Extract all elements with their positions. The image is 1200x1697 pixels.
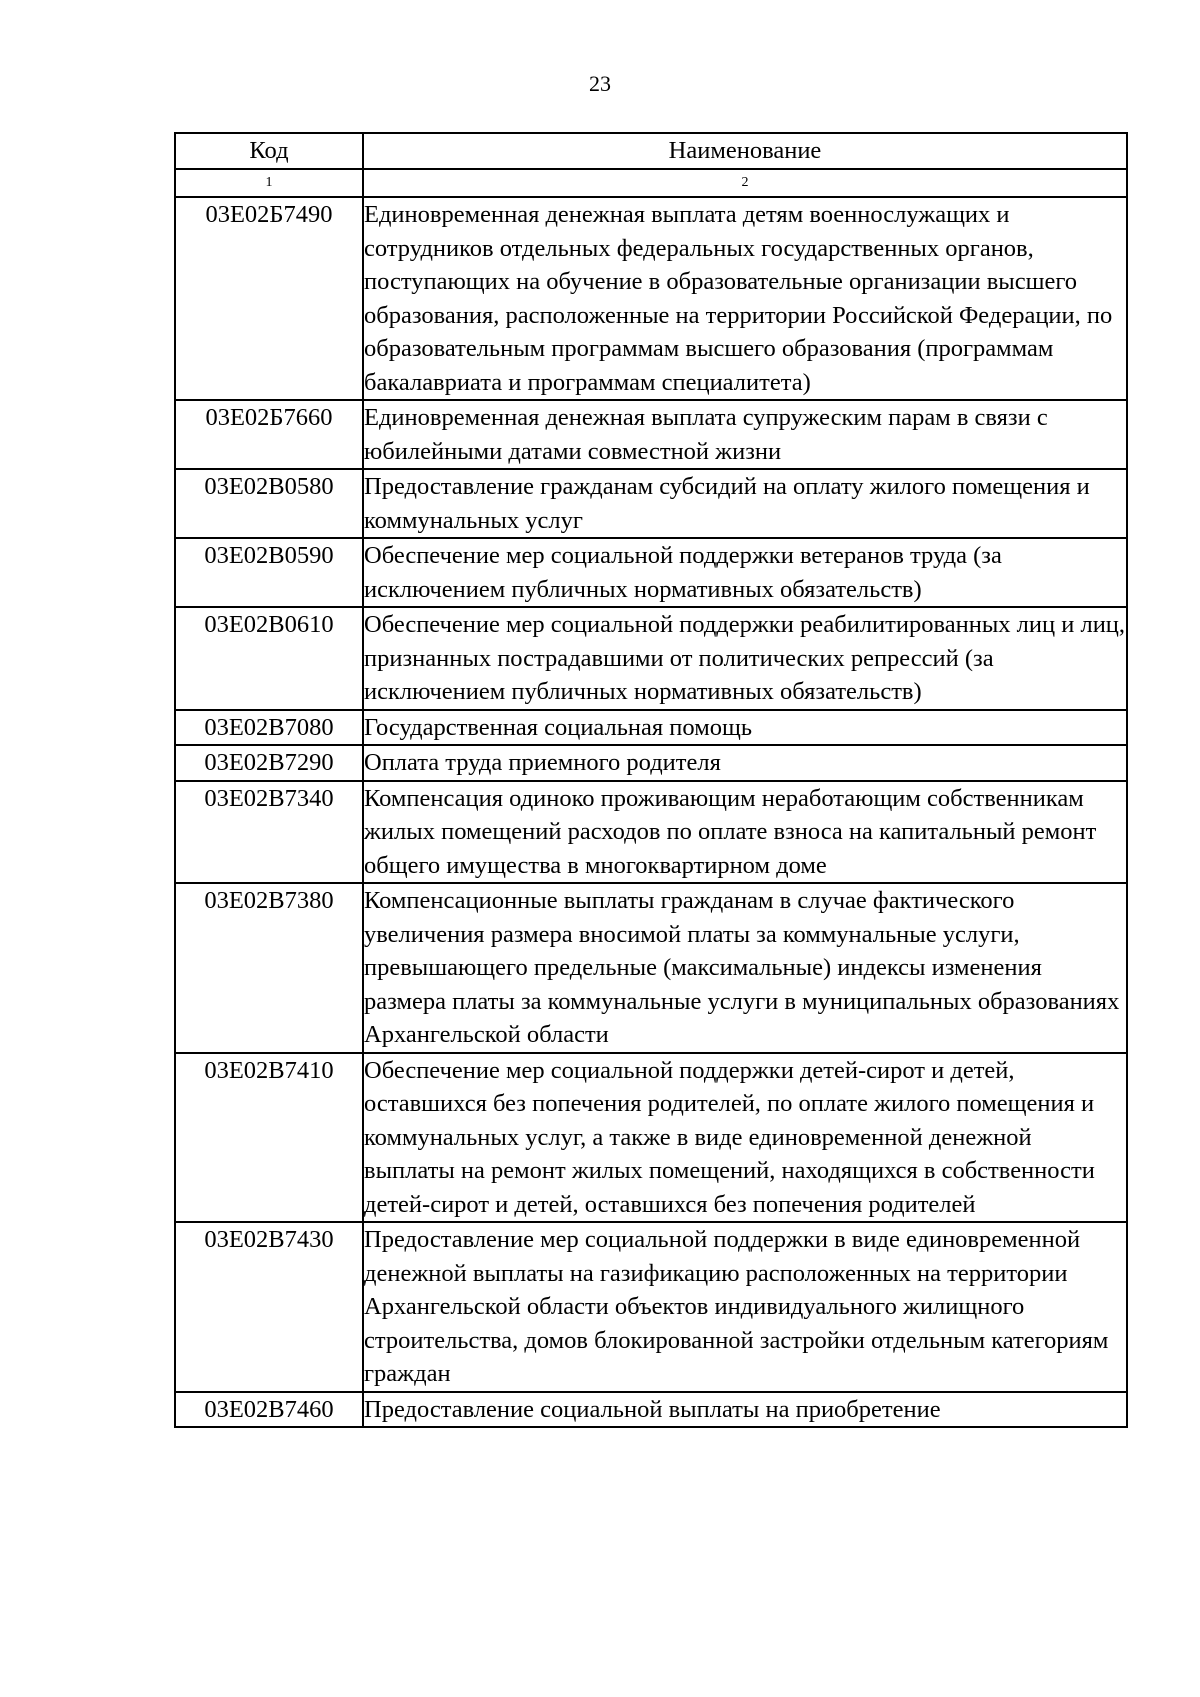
table-row bbox=[175, 538, 1127, 607]
table-row bbox=[175, 781, 1127, 884]
table-header-row bbox=[175, 133, 1127, 169]
row-code: 03Е02В7430 bbox=[175, 1222, 363, 1392]
row-name: Обеспечение мер социальной поддержки реабилитированных лиц и лиц, признанных пострадавшими от политических репрессий (за исключением публичных нормативных обязательств) bbox=[363, 607, 1127, 710]
row-name: Единовременная денежная выплата детям военнослужащих и сотрудников отдельных федеральных государственных органов, поступающих на обучение в образовательные организации высшего образования, расположенные на территории Российской Федерации, по образовательным программам высшего образования (программам бакалавриата и программам специалитета) bbox=[363, 197, 1127, 400]
table-row bbox=[175, 1392, 1127, 1428]
column-number-name: 2 bbox=[363, 169, 1127, 197]
table-row bbox=[175, 745, 1127, 781]
row-name: Предоставление гражданам субсидий на оплату жилого помещения и коммунальных услуг bbox=[363, 469, 1127, 538]
column-numbering-row bbox=[175, 169, 1127, 197]
row-name: Предоставление социальной выплаты на приобретение bbox=[363, 1392, 1127, 1428]
row-name: Компенсация одиноко проживающим неработающим собственникам жилых помещений расходов по оплате взноса на капитальный ремонт общего имущества в многоквартирном доме bbox=[363, 781, 1127, 884]
row-name: Предоставление мер социальной поддержки в виде единовременной денежной выплаты на газификацию расположенных на территории Архангельской области объектов индивидуального жилищного строительства, домов блокированной застройки отдельным категориям граждан bbox=[363, 1222, 1127, 1392]
table-row bbox=[175, 1222, 1127, 1392]
row-code: 03Е02Б7490 bbox=[175, 197, 363, 400]
row-code: 03Е02В7460 bbox=[175, 1392, 363, 1428]
row-code: 03Е02В7290 bbox=[175, 745, 363, 781]
row-code: 03Е02В7340 bbox=[175, 781, 363, 884]
row-code: 03Е02В0580 bbox=[175, 469, 363, 538]
row-code: 03Е02Б7660 bbox=[175, 400, 363, 469]
header-name: Наименование bbox=[363, 133, 1127, 169]
row-name: Оплата труда приемного родителя bbox=[363, 745, 1127, 781]
row-code: 03Е02В0590 bbox=[175, 538, 363, 607]
row-name: Государственная социальная помощь bbox=[363, 710, 1127, 746]
row-name: Обеспечение мер социальной поддержки ветеранов труда (за исключением публичных нормативных обязательств) bbox=[363, 538, 1127, 607]
row-name: Компенсационные выплаты гражданам в случае фактического увеличения размера вносимой платы за коммунальные услуги, превышающего предельные (максимальные) индексы изменения размера платы за коммунальные услуги в муниципальных образованиях Архангельской области bbox=[363, 883, 1127, 1053]
row-code: 03Е02В0610 bbox=[175, 607, 363, 710]
header-code: Код bbox=[175, 133, 363, 169]
row-code: 03Е02В7380 bbox=[175, 883, 363, 1053]
table-row bbox=[175, 710, 1127, 746]
table-row bbox=[175, 607, 1127, 710]
table-row bbox=[175, 197, 1127, 400]
row-code: 03Е02В7080 bbox=[175, 710, 363, 746]
column-number-code: 1 bbox=[175, 169, 363, 197]
table-row bbox=[175, 883, 1127, 1053]
table-row bbox=[175, 1053, 1127, 1223]
table-row bbox=[175, 400, 1127, 469]
row-name: Единовременная денежная выплата супружеским парам в связи с юбилейными датами совместной жизни bbox=[363, 400, 1127, 469]
page-number: 23 bbox=[589, 71, 611, 96]
row-name: Обеспечение мер социальной поддержки детей-сирот и детей, оставшихся без попечения родителей, по оплате жилого помещения и коммунальных услуг, а также в виде единовременной денежной выплаты на ремонт жилых помещений, находящихся в собственности детей-сирот и детей, оставшихся без попечения родителей bbox=[363, 1053, 1127, 1223]
row-code: 03Е02В7410 bbox=[175, 1053, 363, 1223]
budget-codes-table bbox=[174, 132, 1128, 1428]
table-row bbox=[175, 469, 1127, 538]
